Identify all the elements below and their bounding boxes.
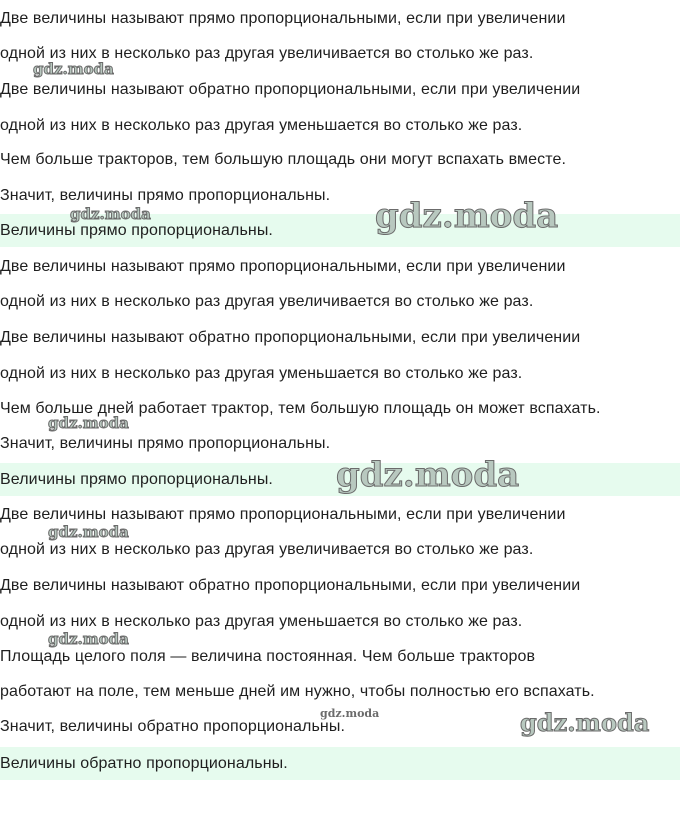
paragraph-line: Значит, величины прямо пропорциональны.	[0, 187, 331, 204]
paragraph-line: одной из них в несколько раз другая увеличивается во столько же раз.	[0, 45, 534, 62]
paragraph-line: Две величины называют обратно пропорциональными, если при увеличении	[0, 81, 581, 98]
paragraph-line: Две величины называют прямо пропорциональными, если при увеличении	[0, 506, 566, 523]
answer-text: Величины прямо пропорциональны.	[0, 222, 273, 239]
watermark-logo: gdz.moda	[70, 205, 151, 223]
paragraph-line: Две величины называют прямо пропорциональными, если при увеличении	[0, 10, 566, 27]
answer-text: Величины обратно пропорциональны.	[0, 755, 288, 772]
paragraph-line: Чем больше тракторов, тем большую площадь они могут вспахать вместе.	[0, 151, 567, 168]
paragraph-line: одной из них в несколько раз другая уменьшается во столько же раз.	[0, 365, 523, 382]
paragraph-line: Площадь целого поля — величина постоянная. Чем больше тракторов	[0, 648, 536, 665]
paragraph-line: одной из них в несколько раз другая уменьшается во столько же раз.	[0, 117, 523, 134]
watermark-logo: gdz.moda	[33, 60, 114, 78]
paragraph-line: Две величины называют прямо пропорциональными, если при увеличении	[0, 258, 566, 275]
watermark-logo: gdz.moda	[336, 455, 520, 495]
paragraph-line: Значит, величины прямо пропорциональны.	[0, 435, 331, 452]
paragraph-line: Две величины называют обратно пропорциональными, если при увеличении	[0, 329, 581, 346]
paragraph-line: работают на поле, тем меньше дней им нужно, чтобы полностью его вспахать.	[0, 683, 595, 700]
watermark-logo: gdz.moda	[48, 414, 129, 432]
watermark-logo: gdz.moda	[520, 708, 650, 737]
paragraph-line: одной из них в несколько раз другая увеличивается во столько же раз.	[0, 541, 534, 558]
answer-text: Величины прямо пропорциональны.	[0, 471, 273, 488]
paragraph-line: Значит, величины обратно пропорциональны.	[0, 718, 346, 735]
answer-box	[0, 463, 680, 496]
paragraph-line: Две величины называют обратно пропорциональными, если при увеличении	[0, 577, 581, 594]
watermark-logo: gdz.moda	[48, 630, 129, 648]
paragraph-line: одной из них в несколько раз другая увеличивается во столько же раз.	[0, 293, 534, 310]
watermark-logo: gdz.moda	[375, 196, 559, 236]
watermark-logo: gdz.moda	[320, 707, 380, 720]
watermark-logo: gdz.moda	[48, 523, 129, 541]
paragraph-line: одной из них в несколько раз другая уменьшается во столько же раз.	[0, 613, 523, 630]
paragraph-line: Чем больше дней работает трактор, тем большую площадь он может вспахать.	[0, 400, 601, 417]
answer-box	[0, 214, 680, 247]
answer-box	[0, 747, 680, 780]
